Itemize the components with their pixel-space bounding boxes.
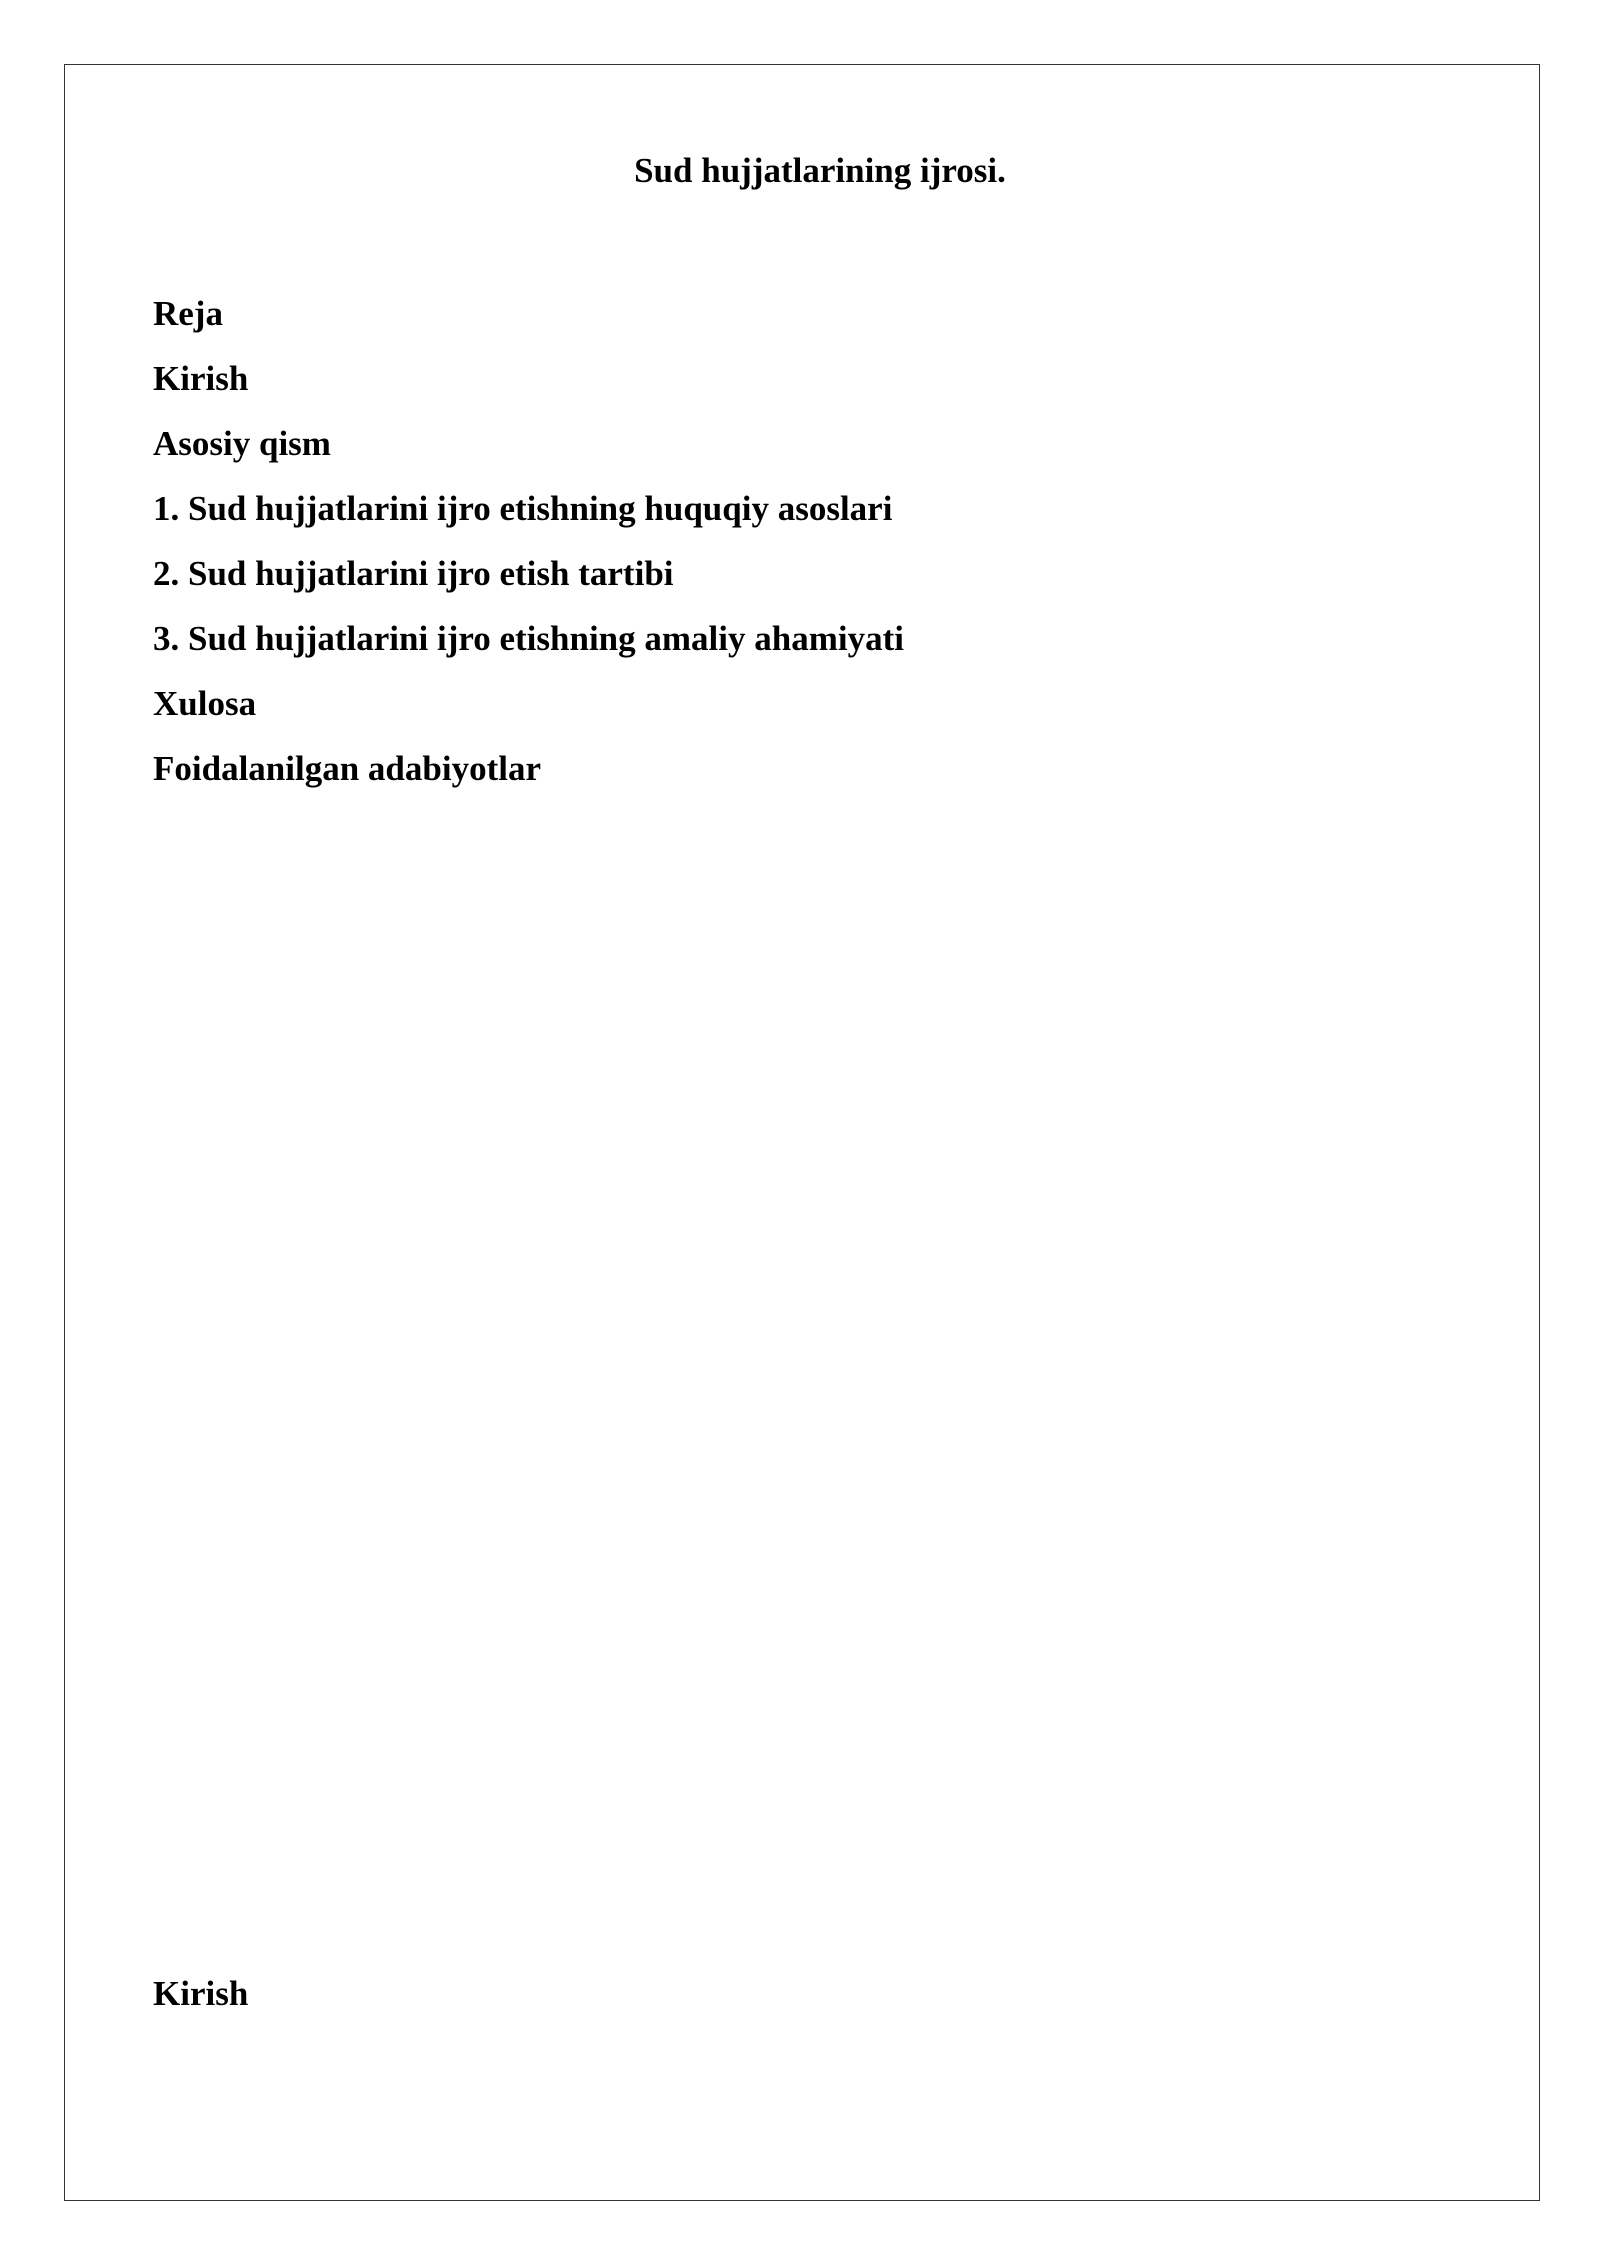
outline-item-reja: Reja [153, 294, 223, 333]
outline-item-2: 2. Sud hujjatlarini ijro etish tartibi [153, 554, 674, 593]
plan-outline [153, 281, 904, 801]
outline-item-adabiyotlar: Foidalanilgan adabiyotlar [153, 749, 541, 788]
outline-item-3: 3. Sud hujjatlarini ijro etishning amaliy ahamiyati [153, 619, 904, 658]
outline-item-kirish: Kirish [153, 359, 249, 398]
outline-item-asosiy-qism: Asosiy qism [153, 424, 331, 463]
outline-item-xulosa: Xulosa [153, 684, 257, 723]
outline-item-1: 1. Sud hujjatlarini ijro etishning huquqiy asoslari [153, 489, 893, 528]
section-heading-kirish: Kirish [153, 1974, 249, 2013]
document-title: Sud hujjatlarining ijrosi. [634, 151, 1006, 190]
